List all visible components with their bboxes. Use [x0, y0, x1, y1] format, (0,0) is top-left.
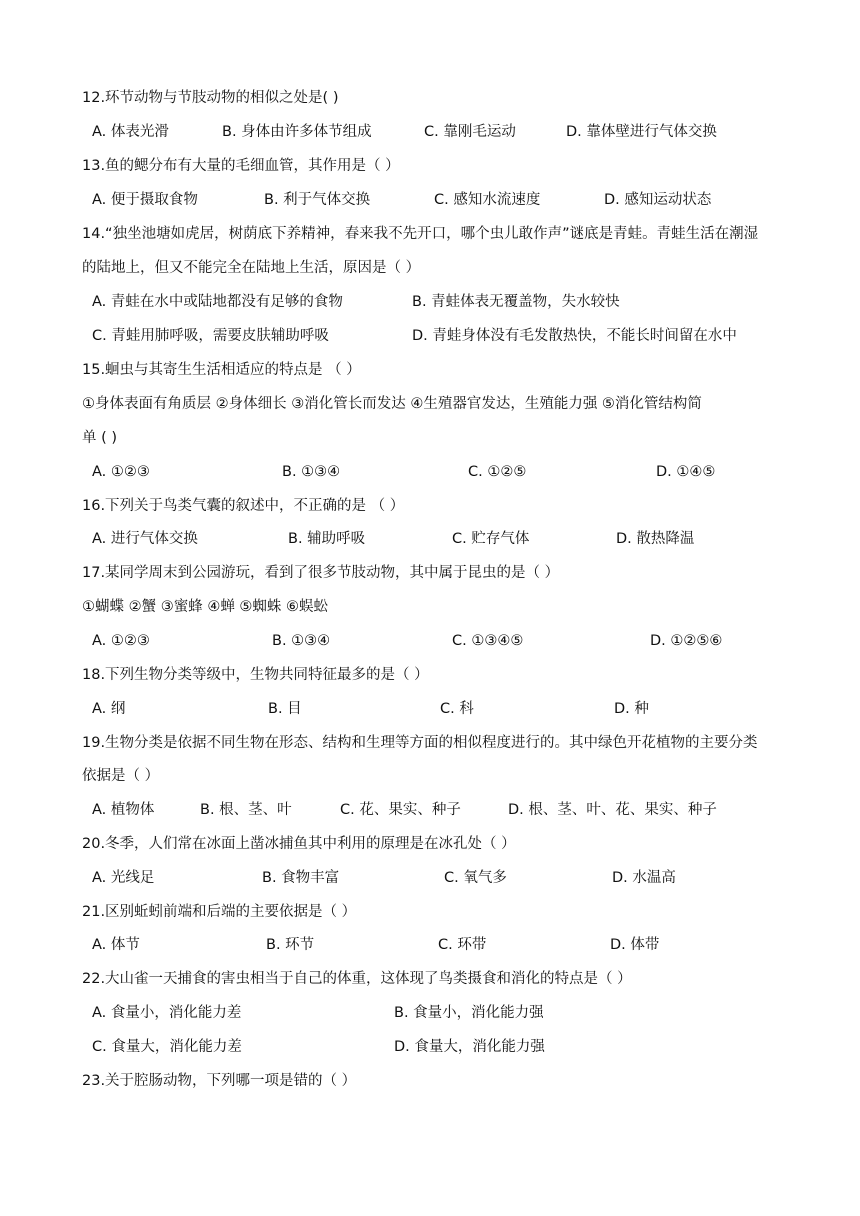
question-12-option-a: A. 体表光滑 — [92, 124, 169, 140]
question-17-option-d: D. ①②⑤⑥ — [650, 633, 723, 649]
question-14-option-d: D. 青蛙身体没有毛发散热快，不能长时间留在水中 — [412, 328, 737, 344]
question-21-option-b: B. 环节 — [266, 937, 315, 953]
question-22-option-d: D. 食量大，消化能力强 — [394, 1039, 545, 1055]
question-19-stem-line-2: 依据是（ ） — [82, 768, 160, 784]
question-12-stem: 12.环节动物与节肢动物的相似之处是( ) — [82, 90, 339, 106]
question-15-stem-line-3: 单 ( ) — [82, 430, 118, 446]
question-20-option-c: C. 氧气多 — [444, 870, 507, 886]
question-13-option-d: D. 感知运动状态 — [604, 192, 712, 208]
question-14-stem-line-1: 14.“独坐池塘如虎居，树荫底下养精神，春来我不先开口，哪个虫儿敢作声”谜底是青蛙。青蛙生活在潮湿 — [82, 226, 759, 242]
question-13-stem: 13.鱼的鳃分布有大量的毛细血管，其作用是（ ） — [82, 158, 400, 174]
question-13-option-b: B. 利于气体交换 — [264, 192, 371, 208]
question-18-option-d: D. 种 — [614, 701, 649, 717]
question-17-stem-line-2: ①蝴蝶 ②蟹 ③蜜蜂 ④蝉 ⑤蜘蛛 ⑥蜈蚣 — [82, 599, 329, 615]
question-18-option-c: C. 科 — [440, 701, 474, 717]
question-13-option-a: A. 便于摄取食物 — [92, 192, 198, 208]
question-22-option-a: A. 食量小，消化能力差 — [92, 1005, 242, 1021]
question-16-option-d: D. 散热降温 — [616, 531, 695, 547]
question-19-option-a: A. 植物体 — [92, 802, 155, 818]
question-17-stem-line-1: 17.某同学周末到公园游玩，看到了很多节肢动物，其中属于昆虫的是（ ） — [82, 565, 560, 581]
question-18-option-b: B. 目 — [268, 701, 302, 717]
question-14-option-b: B. 青蛙体表无覆盖物，失水较快 — [412, 294, 620, 310]
question-18-option-a: A. 纲 — [92, 701, 126, 717]
question-15-stem-line-1: 15.蛔虫与其寄生生活相适应的特点是 （ ） — [82, 362, 361, 378]
question-12-option-c: C. 靠刚毛运动 — [424, 124, 516, 140]
question-19-option-c: C. 花、果实、种子 — [340, 802, 461, 818]
question-14-option-a: A. 青蛙在水中或陆地都没有足够的食物 — [92, 294, 343, 310]
question-22-option-c: C. 食量大，消化能力差 — [92, 1039, 242, 1055]
question-12-option-b: B. 身体由许多体节组成 — [222, 124, 372, 140]
question-20-stem: 20.冬季，人们常在冰面上凿冰捕鱼其中利用的原理是在冰孔处（ ） — [82, 836, 516, 852]
question-21-option-c: C. 环带 — [438, 937, 487, 953]
question-15-option-c: C. ①②⑤ — [468, 464, 527, 480]
question-15-option-b: B. ①③④ — [282, 464, 341, 480]
question-14-stem-line-2: 的陆地上，但又不能完全在陆地上生活，原因是（ ） — [82, 260, 421, 276]
question-13-option-c: C. 感知水流速度 — [434, 192, 541, 208]
question-14-option-c: C. 青蛙用肺呼吸，需要皮肤辅助呼吸 — [92, 328, 329, 344]
question-21-option-d: D. 体带 — [610, 937, 660, 953]
question-17-option-a: A. ①②③ — [92, 633, 150, 649]
question-16-option-c: C. 贮存气体 — [452, 531, 530, 547]
question-16-stem: 16.下列关于鸟类气囊的叙述中，不正确的是 （ ） — [82, 498, 405, 514]
question-20-option-d: D. 水温高 — [612, 870, 676, 886]
question-17-option-b: B. ①③④ — [272, 633, 331, 649]
question-15-option-a: A. ①②③ — [92, 464, 150, 480]
question-21-option-a: A. 体节 — [92, 937, 140, 953]
question-20-option-a: A. 光线足 — [92, 870, 155, 886]
question-18-stem: 18.下列生物分类等级中，生物共同特征最多的是（ ） — [82, 667, 429, 683]
question-20-option-b: B. 食物丰富 — [262, 870, 340, 886]
question-22-stem: 22.大山雀一天捕食的害虫相当于自己的体重，这体现了鸟类摄食和消化的特点是（ ） — [82, 971, 632, 987]
question-15-option-d: D. ①④⑤ — [656, 464, 716, 480]
question-19-option-b: B. 根、茎、叶 — [200, 802, 292, 818]
question-22-option-b: B. 食量小，消化能力强 — [394, 1005, 544, 1021]
question-19-stem-line-1: 19.生物分类是依据不同生物在形态、结构和生理等方面的相似程度进行的。其中绿色开花植物的主要分类 — [82, 735, 758, 751]
question-23-stem: 23.关于腔肠动物，下列哪一项是错的（ ） — [82, 1073, 357, 1089]
question-21-stem: 21.区别蚯蚓前端和后端的主要依据是（ ） — [82, 904, 357, 920]
question-16-option-a: A. 进行气体交换 — [92, 531, 198, 547]
question-16-option-b: B. 辅助呼吸 — [288, 531, 366, 547]
question-19-option-d: D. 根、茎、叶、花、果实、种子 — [508, 802, 717, 818]
question-15-stem-line-2: ①身体表面有角质层 ②身体细长 ③消化管长而发达 ④生殖器官发达，生殖能力强 ⑤消化管结构简 — [82, 396, 702, 412]
question-12-option-d: D. 靠体壁进行气体交换 — [566, 124, 717, 140]
question-17-option-c: C. ①③④⑤ — [452, 633, 524, 649]
